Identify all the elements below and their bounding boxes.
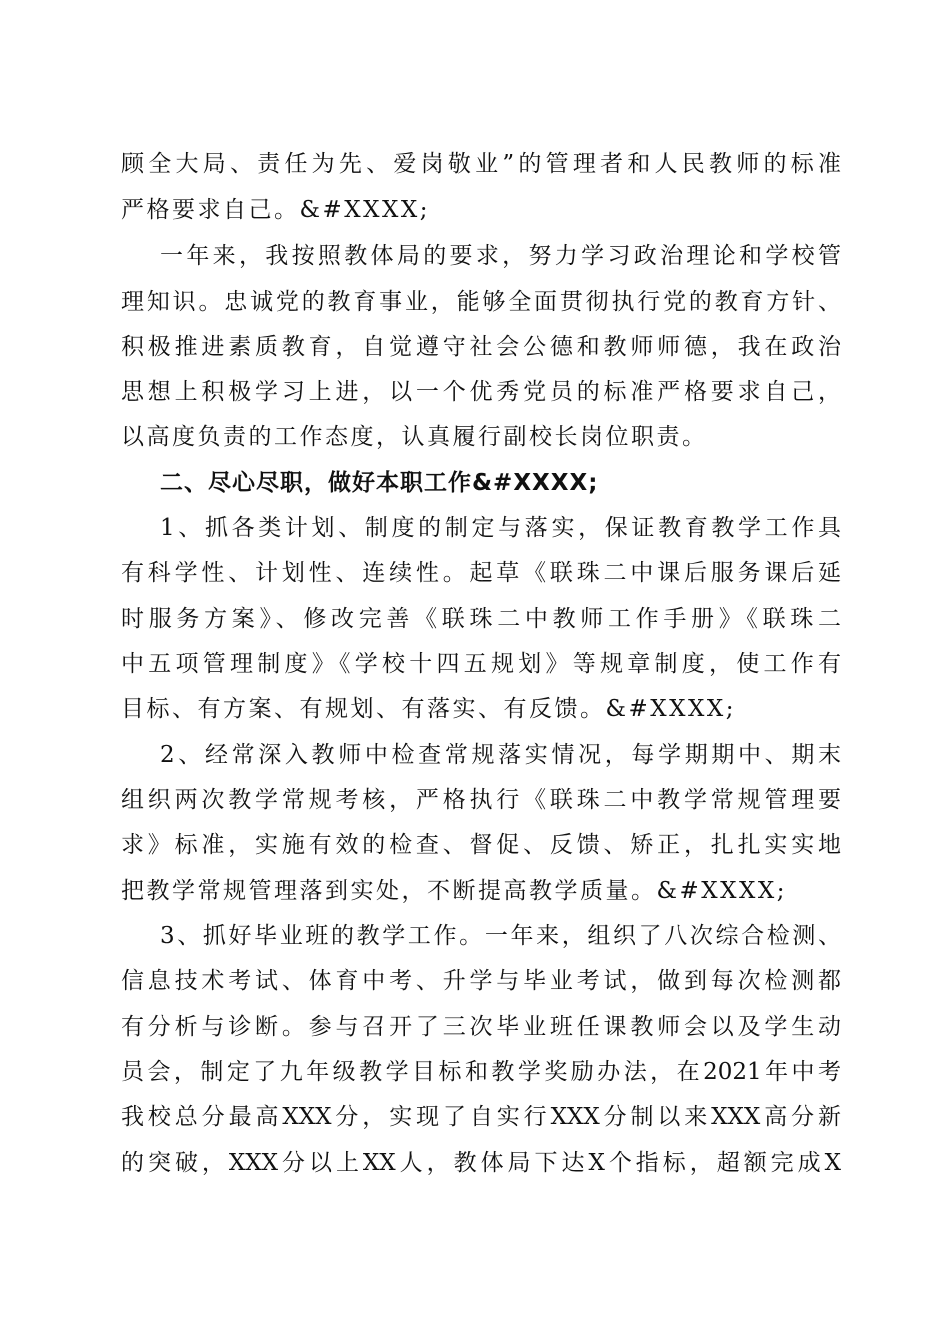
body-text-line: 组织两次教学常规考核，严格执行《联珠二中教学常规管理要 <box>121 787 841 813</box>
body-text-line: 我校总分最高XXX分，实现了自实行XXX分制以来XXX高分新 <box>121 1104 841 1130</box>
body-text-line: 时服务方案》、修改完善《联珠二中教师工作手册》《联珠二 <box>121 606 841 632</box>
body-text-line: 的突破，XXX分以上XX人，教体局下达X个指标，超额完成X <box>121 1150 841 1176</box>
body-text-line: 以高度负责的工作态度，认真履行副校长岗位职责。 <box>121 424 708 450</box>
body-text-line: 求》标准，实施有效的检查、督促、反馈、矫正，扎扎实实地 <box>121 832 841 858</box>
paragraph-first-line: 1、抓各类计划、制度的制定与落实，保证教育教学工作具 <box>160 515 841 541</box>
paragraph-first-line: 一年来，我按照教体局的要求，努力学习政治理论和学校管 <box>160 243 841 269</box>
body-text-line: 目标、有方案、有规划、有落实、有反馈。&#XXXX; <box>121 696 736 722</box>
body-text-line: 把教学常规管理落到实处，不断提高教学质量。&#XXXX; <box>121 878 787 904</box>
body-text-line: 员会，制定了九年级教学目标和教学奖励办法，在2021年中考 <box>121 1059 841 1085</box>
body-text-line: 有科学性、计划性、连续性。起草《联珠二中课后服务课后延 <box>121 560 841 586</box>
body-text-line: 中五项管理制度》《学校十四五规划》等规章制度，使工作有 <box>121 651 841 677</box>
body-text-line: 有分析与诊断。参与召开了三次毕业班任课教师会以及学生动 <box>121 1014 841 1040</box>
body-text-line: 严格要求自己。&#XXXX; <box>121 197 430 223</box>
paragraph-first-line: 2、经常深入教师中检查常规落实情况，每学期期中、期末 <box>160 742 841 768</box>
paragraph-first-line: 3、抓好毕业班的教学工作。一年来，组织了八次综合检测、 <box>160 923 841 949</box>
body-text-line: 理知识。忠诚党的教育事业，能够全面贯彻执行党的教育方针、 <box>121 289 841 315</box>
section-heading: 二、尽心尽职，做好本职工作&#XXXX; <box>160 470 599 496</box>
body-text-line: 信息技术考试、体育中考、升学与毕业考试，做到每次检测都 <box>121 968 841 994</box>
body-text-line: 积极推进素质教育，自觉遵守社会公德和教师师德，我在政治 <box>121 334 841 360</box>
body-text-line: 思想上积极学习上进，以一个优秀党员的标准严格要求自己， <box>121 379 841 405</box>
body-text-line: 顾全大局、责任为先、爱岗敬业”的管理者和人民教师的标准 <box>121 151 841 177</box>
